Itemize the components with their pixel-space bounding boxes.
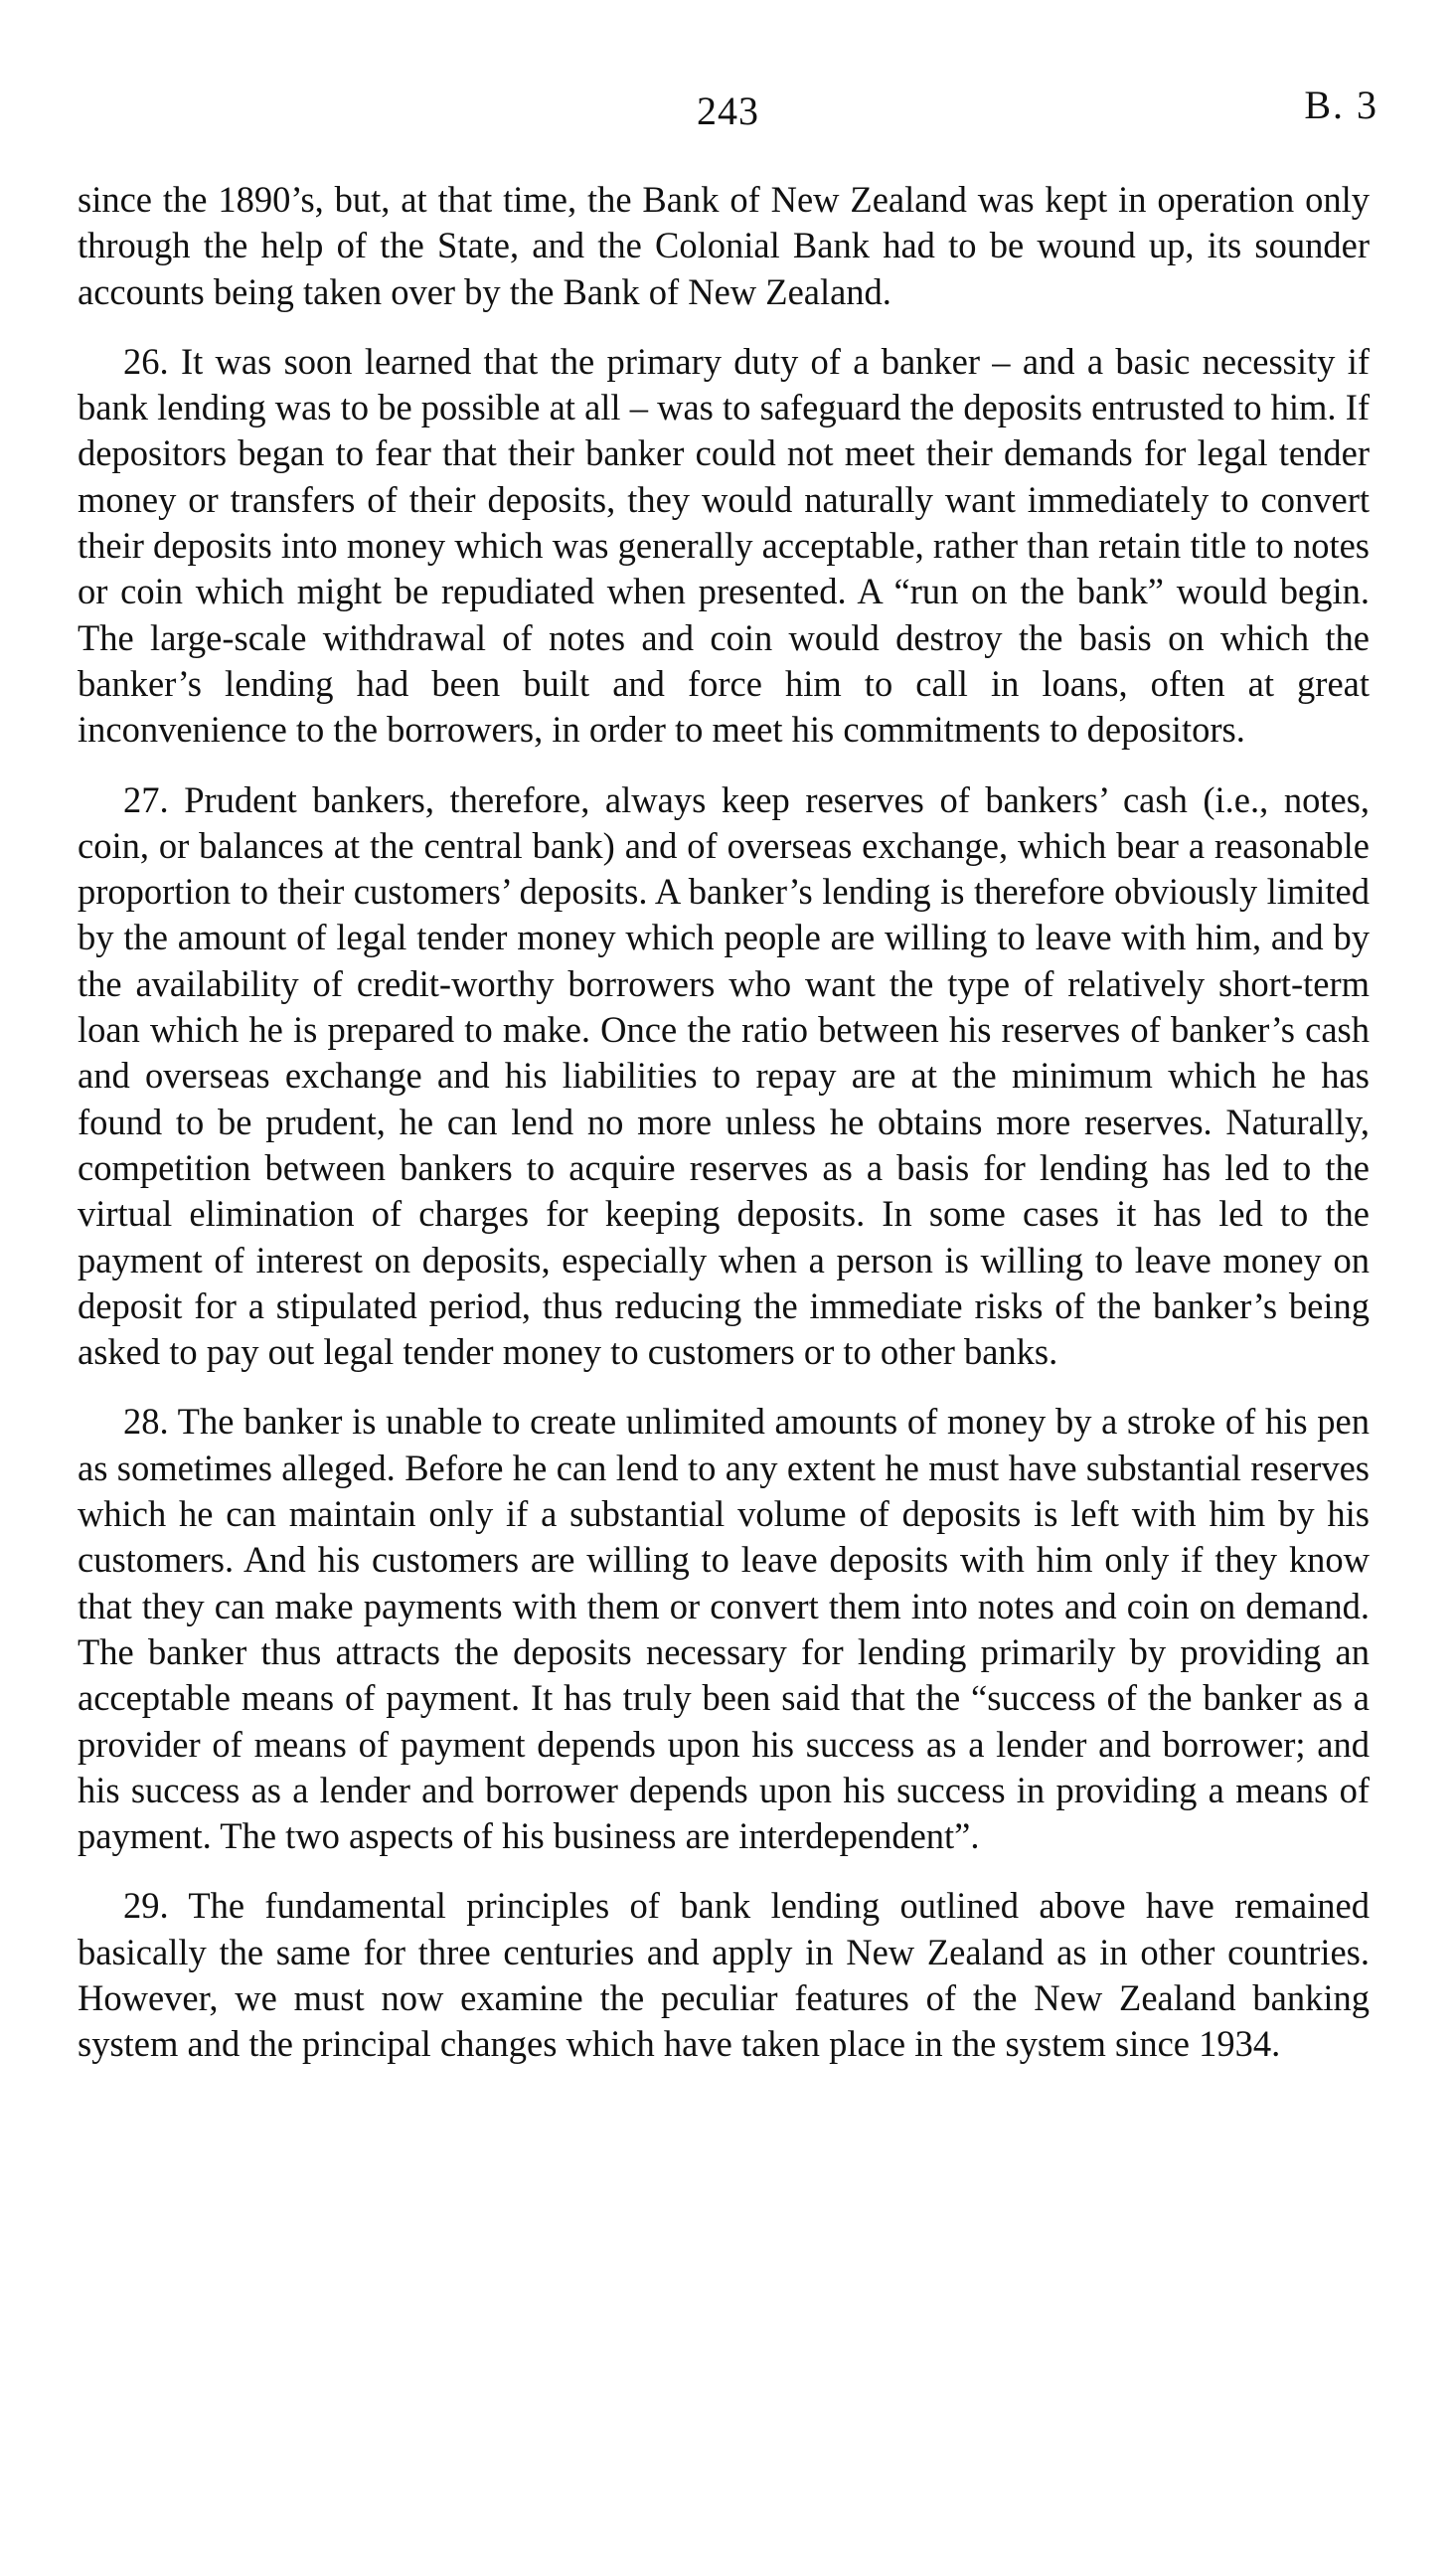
paragraph-text: The banker is unable to create unlimited amounts of money by a stroke of his pen as sometimes alleged. Before he can lend to any extent he must have substantial reserves which he can maintain only if a substantial volume of deposits is left with him by his customers. And his customers are willing to leave deposits with him only if they know that they can make payments with them or convert them into notes and coin on demand. The banker thus attracts the deposits necessary for lending primarily by providing an acceptable means of payment. It has truly been said that the “success of the banker as a provider of means of payment depends upon his success as a lender and borrower; and his success as a lender and borrower depends upon his success in providing a means of payment. The two aspects of his business are interdependent”. <box>78 1401 1370 1857</box>
body-text <box>78 177 1370 2092</box>
paragraph-number: 29. <box>123 1885 169 1927</box>
paragraph-number: 26. <box>123 340 169 382</box>
series-code: B. 3 <box>1304 83 1378 127</box>
paragraph-text: It was soon learned that the primary duty of a banker – and a basic necessity if bank lending was to be possible at all – was to safeguard the deposits entrusted to him. If depositors began to fear that their banker could not meet their demands for legal tender money or transfers of their deposits, they would naturally want immediately to convert their deposits into money which was generally acceptable, rather than retain title to notes or coin which might be repudiated when presented. A “run on the bank” would begin. The large-scale withdrawal of notes and coin would destroy the basis on which the banker’s lending had been built and force him to call in loans, often at great inconvenience to the borrowers, in order to meet his commitments to depositors. <box>78 340 1371 751</box>
paragraph-28 <box>78 1399 1370 1859</box>
paragraph-29 <box>78 1883 1370 2067</box>
page-number: 243 <box>697 88 759 133</box>
paragraph-text: The fundamental principles of bank lending outlined above have remained basically the same for three centuries and apply in New Zealand as in other countries. However, we must now examine the peculiar features of the New Zealand banking system and the principal changes which have taken place in the system since 1934. <box>78 1885 1370 2065</box>
page-header <box>0 83 1456 147</box>
paragraph-text: since the 1890’s, but, at that time, the Bank of New Zealand was kept in operation only through the help of the State, and the Colonial Bank had to be wound up, its sounder accounts being taken over by the Bank of New Zealand. <box>78 179 1370 312</box>
paragraph-continuation <box>78 177 1370 315</box>
paragraph-number: 27. <box>123 778 169 820</box>
paragraph-26 <box>78 339 1370 754</box>
paragraph-27 <box>78 777 1370 1376</box>
paragraph-text: Prudent bankers, therefore, always keep reserves of bankers’ cash (i.e., notes, coin, or balances at the central bank) and of overseas exchange, which bear a reasonable proportion to their customers’ deposits. A banker’s lending is therefore obviously limited by the amount of legal tender money which people are willing to leave with him, and by the availability of credit-worthy borrowers who want the type of relatively short-term loan which he is prepared to make. Once the ratio between his reserves of banker’s cash and overseas exchange and his liabilities to repay are at the minimum which he has found to be prudent, he can lend no more unless he obtains more reserves. Naturally, competition between bankers to acquire reserves as a basis for lending has led to the virtual elimination of charges for keeping deposits. In some cases it has led to the payment of interest on deposits, especially when a person is willing to leave money on deposit for a stipulated period, thus reducing the immediate risks of the banker’s being asked to pay out legal tender money to customers or to other banks. <box>78 778 1370 1373</box>
paragraph-number: 28. <box>123 1401 169 1443</box>
